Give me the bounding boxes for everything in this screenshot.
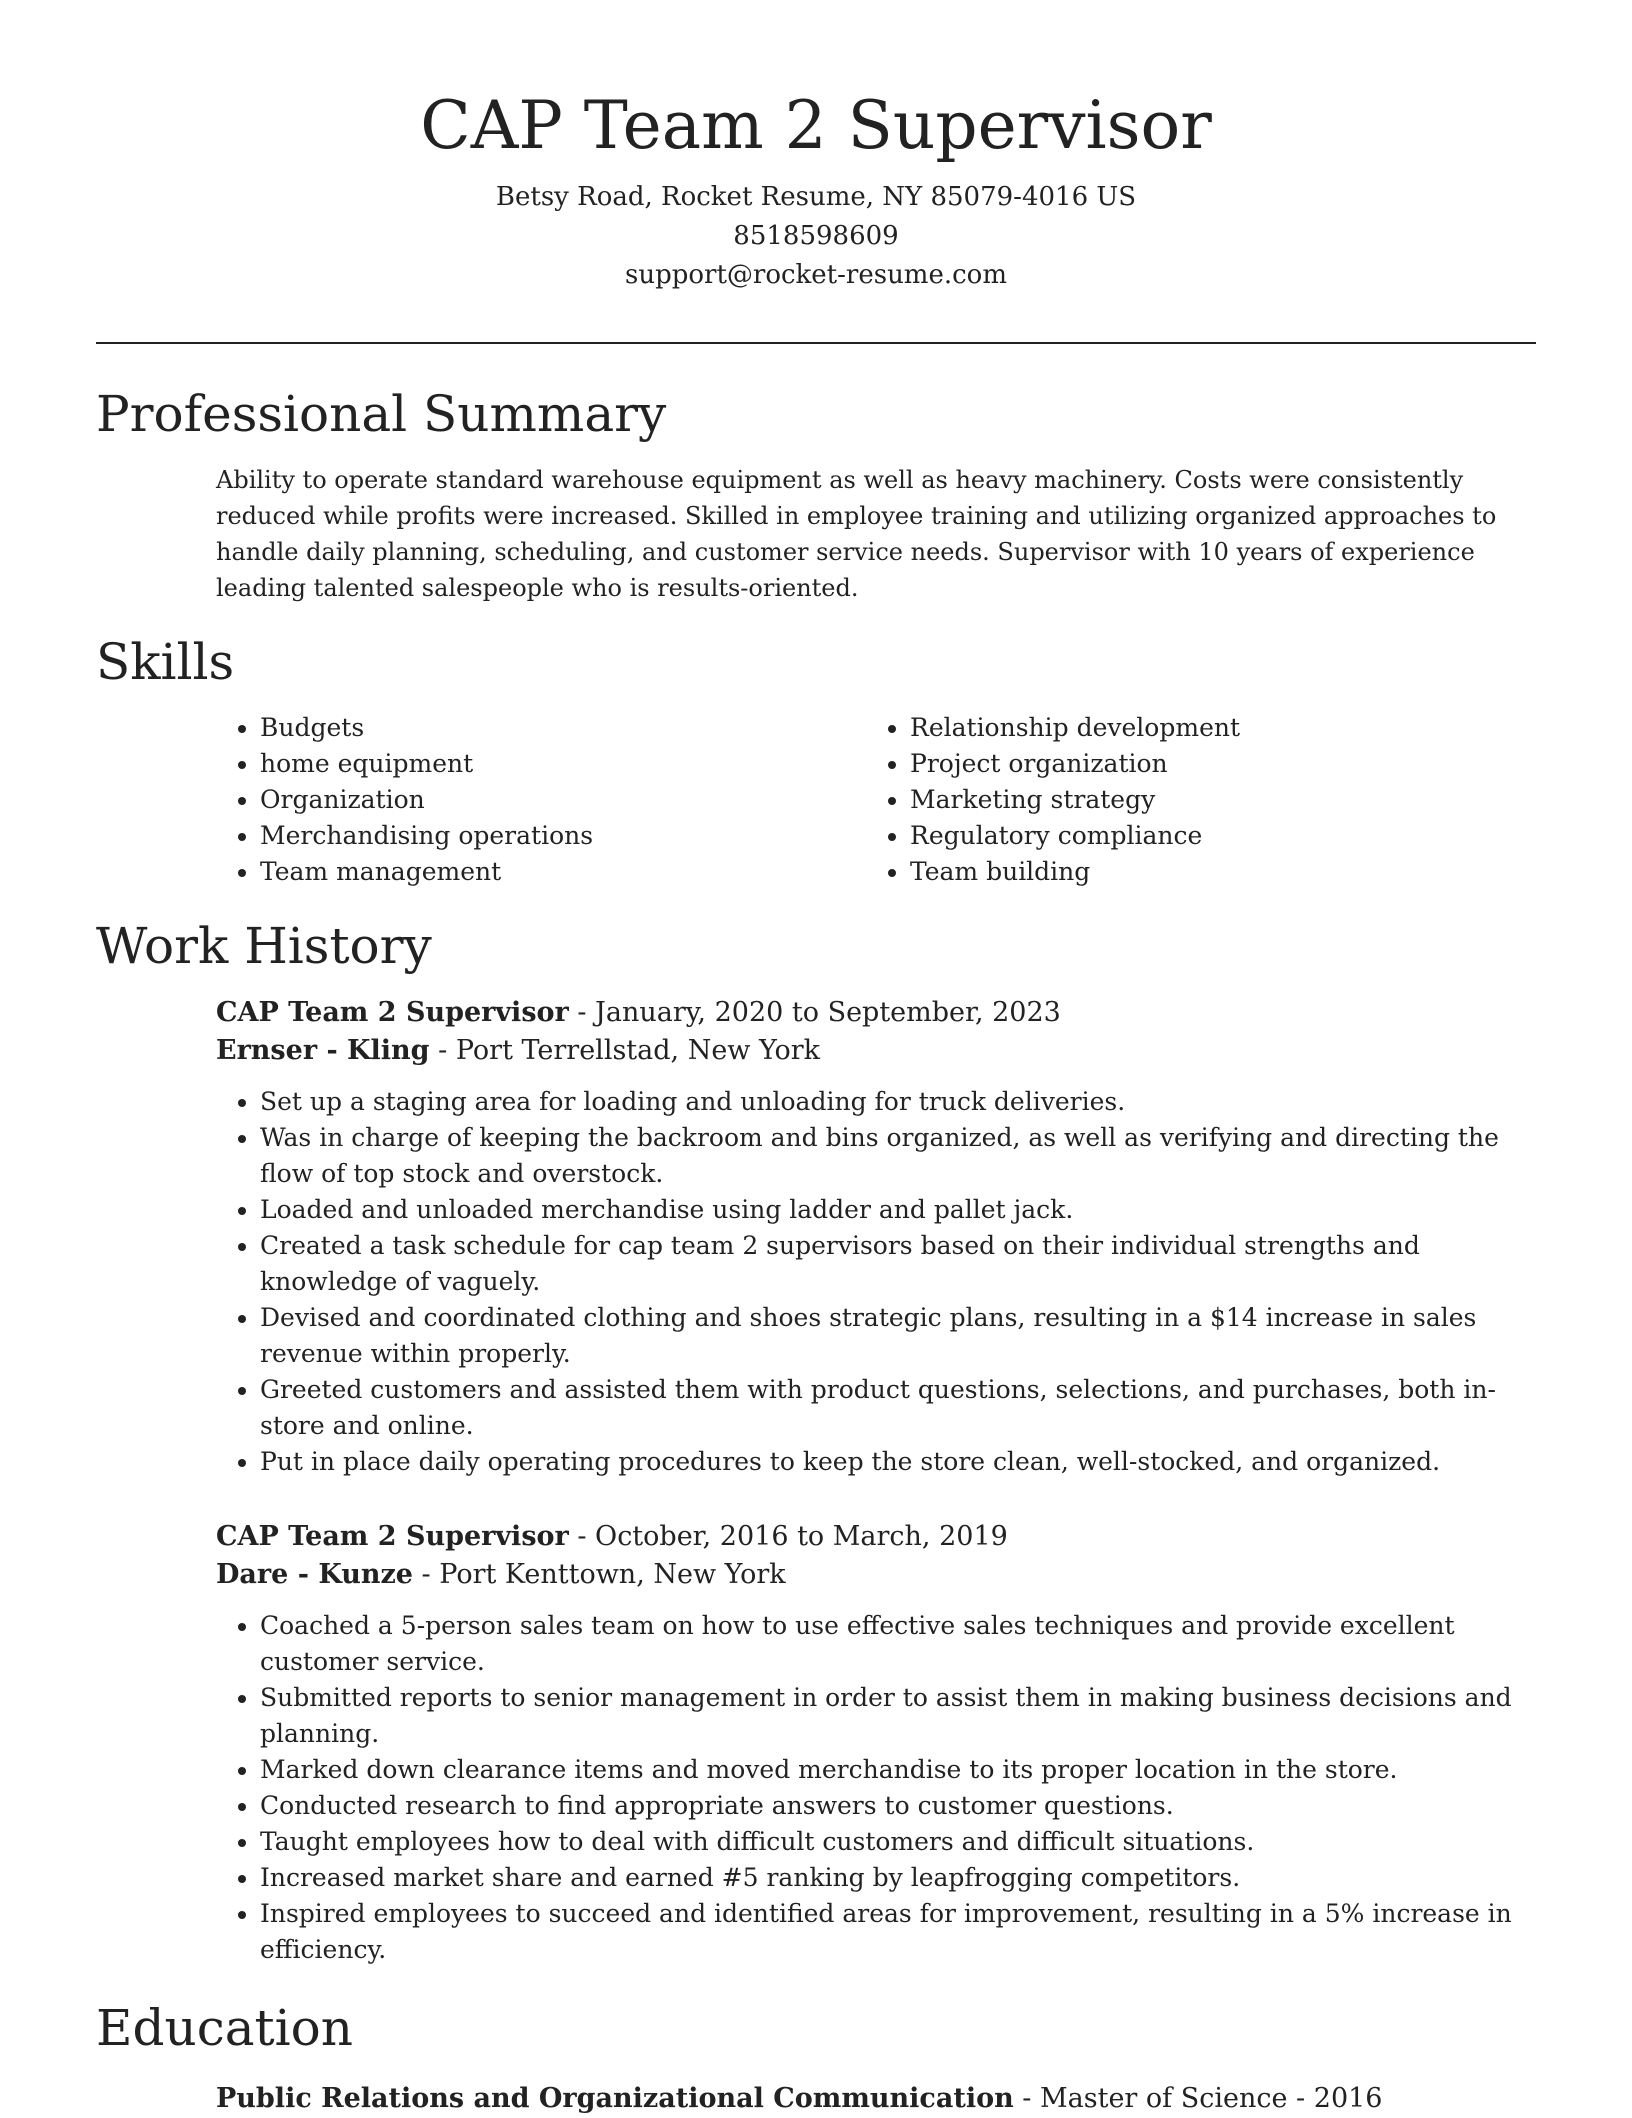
skill-item: • Merchandising operations bbox=[260, 818, 593, 854]
job-company-line bbox=[216, 1032, 1536, 1070]
summary-heading: Professional Summary bbox=[96, 385, 667, 443]
job-bullet: • Submitted reports to senior management in order to assist them in making business decisions and planning. bbox=[260, 1680, 1536, 1752]
skills-list-left bbox=[216, 710, 593, 890]
skill-item: • Project organization bbox=[910, 746, 1240, 782]
skills-list-right bbox=[866, 710, 1240, 890]
job-bullet: • Greeted customers and assisted them with product questions, selections, and purchases, both in-store and online. bbox=[260, 1372, 1536, 1444]
summary-text: Ability to operate standard warehouse equipment as well as heavy machinery. Costs were consistently reduced while profits were increased. Skilled in employee training and utilizing organized approaches to handle daily planning, scheduling, and customer service needs. Supervisor with 10 years of experience leading talented salespeople who is results-oriented. bbox=[216, 466, 1497, 602]
skill-item: • Organization bbox=[260, 782, 593, 818]
skill-item: • Regulatory compliance bbox=[910, 818, 1240, 854]
education-entry bbox=[216, 2080, 1382, 2118]
job-company: Ernser - Kling bbox=[216, 1035, 430, 1066]
header-divider bbox=[96, 342, 1536, 344]
work-history-heading: Work History bbox=[96, 917, 432, 975]
job-title-line bbox=[216, 994, 1536, 1032]
education-degree: - Master of Science - 2016 bbox=[1013, 2083, 1383, 2114]
education-field: Public Relations and Organizational Communication bbox=[216, 2083, 1014, 2114]
skill-item: • Team building bbox=[910, 854, 1240, 890]
resume-header bbox=[0, 84, 1632, 295]
job-entry bbox=[216, 1518, 1536, 1968]
job-bullet: • Loaded and unloaded merchandise using ladder and pallet jack. bbox=[260, 1192, 1536, 1228]
job-role: CAP Team 2 Supervisor bbox=[216, 997, 569, 1028]
address: Betsy Road, Rocket Resume, NY 85079-4016 US bbox=[495, 182, 1137, 212]
job-company: Dare - Kunze bbox=[216, 1559, 413, 1590]
job-bullets bbox=[216, 1608, 1536, 1968]
skill-item: • Marketing strategy bbox=[910, 782, 1240, 818]
job-bullet: • Taught employees how to deal with difficult customers and difficult situations. bbox=[260, 1824, 1536, 1860]
job-role: CAP Team 2 Supervisor bbox=[216, 1521, 569, 1552]
job-title-line bbox=[216, 1518, 1536, 1556]
job-dates: - January, 2020 to September, 2023 bbox=[568, 997, 1061, 1028]
skills-heading: Skills bbox=[96, 633, 235, 691]
candidate-name: CAP Team 2 Supervisor bbox=[420, 87, 1212, 164]
job-bullet: • Set up a staging area for loading and unloading for truck deliveries. bbox=[260, 1084, 1536, 1120]
skill-item: • Relationship development bbox=[910, 710, 1240, 746]
skill-item: • Team management bbox=[260, 854, 593, 890]
skill-item: • Budgets bbox=[260, 710, 593, 746]
job-bullet: • Marked down clearance items and moved merchandise to its proper location in the store. bbox=[260, 1752, 1536, 1788]
email: support@rocket-resume.com bbox=[624, 260, 1007, 290]
education-heading: Education bbox=[96, 1999, 353, 2057]
job-bullet: • Created a task schedule for cap team 2 supervisors based on their individual strengths and knowledge of vaguely. bbox=[260, 1228, 1536, 1300]
skill-item: • home equipment bbox=[260, 746, 593, 782]
job-bullet: • Conducted research to find appropriate answers to customer questions. bbox=[260, 1788, 1536, 1824]
job-entry bbox=[216, 994, 1536, 1480]
job-bullet: • Devised and coordinated clothing and shoes strategic plans, resulting in a $14 increase in sales revenue within properly. bbox=[260, 1300, 1536, 1372]
job-company-line bbox=[216, 1556, 1536, 1594]
job-bullet: • Increased market share and earned #5 ranking by leapfrogging competitors. bbox=[260, 1860, 1536, 1896]
phone: 8518598609 bbox=[733, 221, 899, 251]
job-location: - Port Kenttown, New York bbox=[412, 1559, 786, 1590]
job-bullet: • Was in charge of keeping the backroom and bins organized, as well as verifying and directing the flow of top stock and overstock. bbox=[260, 1120, 1536, 1192]
job-dates: - October, 2016 to March, 2019 bbox=[568, 1521, 1008, 1552]
job-location: - Port Terrellstad, New York bbox=[429, 1035, 821, 1066]
job-bullet: • Inspired employees to succeed and identified areas for improvement, resulting in a 5% increase in efficiency. bbox=[260, 1896, 1536, 1968]
job-bullets bbox=[216, 1084, 1536, 1480]
job-bullet: • Coached a 5-person sales team on how to use effective sales techniques and provide excellent customer service. bbox=[260, 1608, 1536, 1680]
job-bullet: • Put in place daily operating procedures to keep the store clean, well-stocked, and organized. bbox=[260, 1444, 1536, 1480]
